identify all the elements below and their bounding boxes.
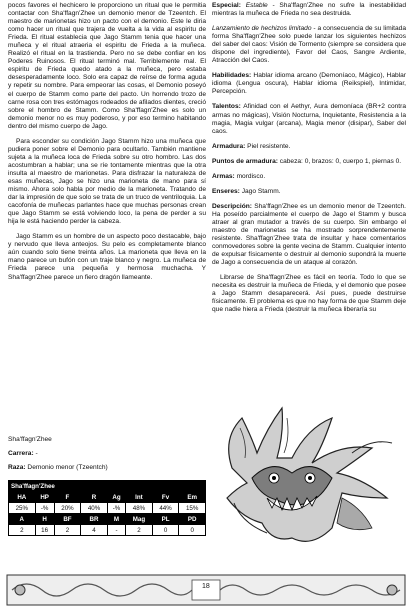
special-label: Especial:	[212, 2, 241, 9]
stat-value: 44%	[152, 503, 179, 514]
stat-header: PD	[179, 514, 206, 525]
talents-label: Talentos:	[212, 103, 241, 111]
stat-header: A	[9, 514, 36, 525]
ap-text: cabeza: 0, brazos: 0, cuerpo 1, piernas 0.	[277, 157, 402, 165]
right-column	[212, 2, 406, 321]
stats-header-row-2	[9, 514, 206, 525]
trappings-label: Enseres:	[212, 187, 240, 195]
career-label: Carrera:	[8, 450, 34, 457]
talents	[212, 103, 406, 135]
ap-label: Puntos de armadura:	[212, 157, 278, 165]
demon-illustration	[212, 398, 404, 558]
desc-text: Sha'ffagn'Zhee es un demonio menor de Tzeentch. Ha poseído parcialmente el cuerpo de Jago el Stamm y busca atraer al gran mutador a través de su cuerpo. Sin embargo el maestro de marionetas se ha mostrado sorprendentemente resistente. Sha'ffagn'Zhee trata de insultar y hace comentarios conmovedores sobre la gente vecina de Stamm. Cualquier intento de expulsar físicamente o destruir al demonio supondrá la muerte de Jago a consecuencia de un ataque al corazón.	[212, 202, 406, 267]
armour-label: Armadura:	[212, 142, 246, 150]
left-column	[8, 2, 206, 289]
stat-header: BF	[54, 514, 81, 525]
talents-text: Afinidad con el Aethyr, Aura demoníaca (BR+2 contra armas no mágicas), Visión Nocturna, Inquietante, Resistencia a la magia, Magia vulgar (arcana), Magia menor (disipar), Saber del caos.	[212, 103, 406, 135]
stat-value: -	[107, 525, 125, 536]
stat-value: 16	[35, 525, 54, 536]
stat-value: 20%	[54, 503, 81, 514]
paragraph-backstory: pocos favores el hechicero le proporciono un ritual que le permitia contactar con Sha'ffagn'Zhee un demonio menor de Tzeentch. El maestro de marionetas hizo un pacto con el demonio. Este le diria como hacer un ritual que trajera de vuelta a la vida al espiritu de Frieda. El ritual establecia que Jago Stamm tenia que hacer una muñeca y el ritual atraeria el espiritu de Frieda a la muñeca. Realizó el ritual en la trastienda. Pero no se debe confiar en los Poderes Ruinosos. El ritual terminó mal. Terriblemente mal. El espiritu de Frieda quedo atado a la muñeca, pero estaba desesperadamente loco. Solo era capaz de reírse de forma aguda y repetir su nombre. Para empeorar las cosas, el Demonio poseyó el cuerpo de Stamm como parte del pacto. Un horrendo trozo de carne rosa con tres estómagos rodeados de afilados dientes, creció sobre el hombro de Stamm. Como Sha'ffagn'Zhee es solo un demonio menor no es muy poderoso, y por eso termino habitando dentro del mismo cuerpo de Jago.	[8, 2, 206, 130]
stat-value: -%	[107, 503, 125, 514]
stat-value: 25%	[9, 503, 36, 514]
desc-label: Descripción:	[212, 202, 252, 210]
stats-value-row-2	[9, 525, 206, 536]
stat-value: 40%	[81, 503, 108, 514]
creature-name: Sha'ffagn'Zhee	[8, 436, 52, 443]
trappings-text: Jago Stamm.	[239, 187, 281, 195]
armour-text: Piel resistente.	[245, 142, 291, 150]
stat-header: BR	[81, 514, 108, 525]
stat-header: R	[81, 492, 108, 503]
stat-header: Mag	[126, 514, 153, 525]
paragraph-dolls: Para esconder su condición Jago Stamm hizo una muñeca que pudiera poner sobre el Demonio para ocultarlo. También mantiene sujeta a la muñeca loca de Frieda sobre su otro hombro. Las dos acostumbran a hablar; una se ríe tontamente mientras que la otra insulta al maestro de marionetas. Para disfrazar la naturaleza de esas muñecas, Jago se hizo una marioneta de mano para sí mismo. Ahora solo habla por medio de la marioneta. Tratando de dar la impresión de que solo se trata de un truco de ventriloquia. La cacofonía de muñecas parlantes hace que muchas personas crean que Jago Stamm se está volviendo loco, la pena de perder a su hija le está haciendo perder la cabeza.	[8, 137, 206, 226]
stat-value: 2	[126, 525, 153, 536]
stat-header: Fv	[152, 492, 179, 503]
weapons-label: Armas:	[212, 172, 235, 180]
description	[212, 203, 406, 267]
page-number: 18	[202, 583, 210, 590]
skills-label: Habilidades:	[212, 72, 252, 80]
stat-value: 4	[81, 525, 108, 536]
weapons	[212, 173, 406, 181]
stat-header: HP	[35, 492, 54, 503]
weapons-text: mordisco.	[234, 172, 266, 180]
stat-value: 0	[179, 525, 206, 536]
career-value: -	[33, 450, 38, 457]
spell-label: Lanzamiento de hechizos limitado	[212, 25, 312, 33]
paragraph-appearance: Jago Stamm es un hombre de un aspecto poco destacable, bajo y nervudo que lleva anteojos. Su pelo es completamente blanco aún cuando solo tiene treinta años. La marioneta que lleva en la mano parece un bufón con un traje blanco y negro. La muñeca de Frieda parece una pequeña y hermosa muchacha. Y Sha'ffagn'Zhee parece un fiero dragón llameante.	[8, 233, 206, 281]
stat-header: HA	[9, 492, 36, 503]
stat-header: Em	[179, 492, 206, 503]
closing-paragraph: Librarse de Sha'ffagn'Zhee es fácil en teoría. Todo lo que se necesita es destruir la muñeca de Frieda, y el demonio que posee a Jago Stamm desaparecerá. Así pues, puede destruirse físicamente. El problema es que no hay forma de que Stamm deje que nadie hiera a Frieda (destruir la muñeca liberaría su	[212, 274, 406, 314]
creature-header	[8, 436, 206, 478]
stats-table	[8, 480, 206, 536]
stat-value: 2	[54, 525, 81, 536]
stat-value: -%	[35, 503, 54, 514]
creature-race	[8, 464, 206, 472]
creature-career	[8, 450, 206, 458]
special-name: Estable	[245, 2, 268, 9]
race-label: Raza:	[8, 464, 26, 471]
stat-value: 2	[9, 525, 36, 536]
skills	[212, 72, 406, 96]
stat-value: 0	[152, 525, 179, 536]
race-value: Demonio menor (Tzeentch)	[25, 464, 108, 471]
spell-text: - a consecuencia de su limitada forma Sha'ffagn'Zhee solo puede lanzar los siguientes hechizos del saber del caos: Visión de Tormento (siempre se considera que dispone del ingrediente), Favor del Caos, Sangre Ardiente, Atracción del Caos.	[212, 25, 406, 65]
stats-value-row-1	[9, 503, 206, 514]
stat-header: M	[107, 514, 125, 525]
stats-title: Sha'ffagn'Zhee	[9, 481, 206, 492]
stat-header: H	[35, 514, 54, 525]
decorative-border	[6, 574, 406, 606]
spellcasting-rule	[212, 25, 406, 65]
skills-text: Hablar idioma arcano (Demoníaco, Mágico), Hablar idioma (Lengua oscura), Hablar idioma (Reikspiel), Intimidar, Percepción.	[212, 72, 406, 96]
stat-header: PL	[152, 514, 179, 525]
special-rule	[212, 2, 406, 18]
stat-value: 48%	[126, 503, 153, 514]
stat-header: Ag	[107, 492, 125, 503]
stat-header: Int	[126, 492, 153, 503]
special-text: - Sha'ffagn'Zhee no sufre la inestabilidad mientras la muñeca de Frieda no sea destruida.	[212, 2, 406, 18]
armour	[212, 143, 406, 151]
armour-points	[212, 158, 406, 166]
trappings	[212, 188, 406, 196]
stats-header-row-1	[9, 492, 206, 503]
stat-value: 15%	[179, 503, 206, 514]
stat-header: F	[54, 492, 81, 503]
